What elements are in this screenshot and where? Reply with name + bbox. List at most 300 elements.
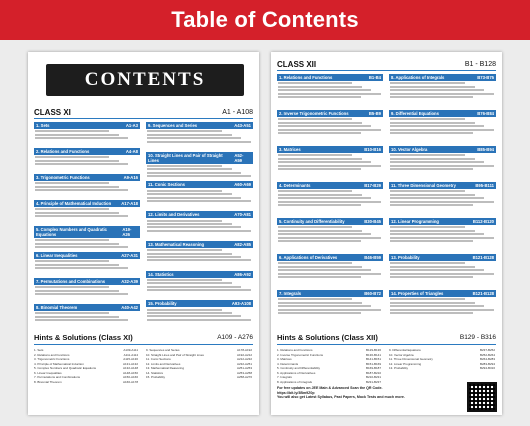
chapter-block — [389, 72, 496, 108]
chapter-pages: A70-A81 — [234, 212, 251, 218]
topic-line — [390, 122, 475, 124]
chapter-title: 10. Straight Lines and Pair of Straight Lines — [148, 152, 223, 163]
topic-line — [35, 243, 119, 245]
chapter-title: 1. Relations and Functions — [279, 75, 333, 80]
topic-line — [390, 161, 484, 163]
topic-line — [278, 230, 362, 232]
hint-chapter: 15. Probability — [146, 375, 166, 379]
topic-line — [390, 168, 473, 170]
chapter-pages: A4-A8 — [125, 149, 138, 154]
hint-chapter: 2. Inverse Trigonometric Functions — [277, 352, 324, 357]
chapter-pages: B121-B128 — [472, 255, 494, 260]
chapter-header[interactable] — [277, 254, 383, 261]
topic-line — [35, 239, 109, 241]
chapter-header[interactable] — [34, 304, 140, 311]
chapter-pages: B5-B9 — [368, 111, 381, 116]
topic-line — [390, 86, 475, 88]
topic-line — [278, 298, 352, 300]
chapter-title: 15. Probability — [148, 301, 177, 307]
chapter-title: 4. Principle of Mathematical Induction — [36, 201, 112, 206]
hint-chapter: 7. Integrals — [277, 375, 292, 379]
chapter-block — [277, 180, 383, 216]
hint-pages: B129-B136 — [365, 348, 381, 352]
class-xii-header — [277, 58, 496, 71]
topic-line — [390, 190, 465, 192]
chapter-header[interactable] — [277, 218, 383, 225]
class-label: CLASS XI — [34, 107, 71, 117]
chapter-pages: A19-A26 — [122, 227, 132, 237]
topic-line — [147, 137, 241, 139]
topic-line — [147, 223, 232, 225]
chapter-block — [146, 179, 253, 209]
right-col-2 — [389, 72, 496, 324]
topic-line — [278, 86, 362, 88]
hint-chapter: 13. Probability — [389, 366, 409, 370]
topic-line — [147, 193, 232, 195]
topic-line — [390, 230, 475, 232]
hint-row[interactable] — [34, 380, 138, 385]
chapter-title: 12. Limits and Derivatives — [148, 212, 200, 218]
topic-line — [390, 240, 473, 242]
hint-pages: A253-A258 — [236, 370, 252, 375]
chapter-title: 7. Integrals — [279, 291, 302, 296]
topic-line — [147, 134, 232, 136]
contents-heading-box — [46, 64, 244, 96]
topic-line — [390, 276, 473, 278]
hint-pages: B187-B210 — [365, 370, 381, 375]
hint-chapter: 3. Matrices — [277, 357, 292, 361]
hints-list-1 — [277, 348, 381, 384]
topic-line — [390, 197, 484, 199]
topic-line — [278, 262, 352, 264]
topic-line — [278, 158, 362, 160]
topic-line — [35, 189, 128, 191]
chapter-header[interactable] — [389, 254, 496, 261]
chapter-pages: B76-B84 — [477, 111, 494, 116]
chapter-pages: A52-A59 — [234, 152, 244, 163]
topic-line — [147, 309, 222, 311]
topic-line — [278, 312, 361, 314]
hint-chapter: 10. Vector Algebra — [389, 352, 414, 357]
topic-line — [278, 266, 362, 268]
topic-line — [278, 194, 362, 196]
topic-line — [147, 175, 251, 177]
topic-line — [147, 286, 241, 288]
hints-title: Hints & Solutions (Class XI) — [34, 333, 133, 342]
qr-note-line-1: For free updates on JEE Main & Advanced Scan the QR Code. — [277, 386, 383, 390]
left-page — [28, 52, 259, 415]
topic-line — [390, 194, 475, 196]
hint-row[interactable] — [277, 380, 381, 385]
class-xi-header — [34, 106, 253, 119]
chapter-pages: A93-A108 — [231, 301, 251, 307]
chapter-title: 12. Linear Programming — [391, 219, 439, 224]
chapter-title: 8. Binomial Theorem — [36, 305, 78, 310]
chapter-block — [277, 288, 383, 324]
chapter-pages: B17-B29 — [364, 183, 381, 188]
topic-line — [147, 197, 241, 199]
hint-pages: A166-A178 — [122, 379, 138, 384]
topic-line — [147, 282, 232, 284]
hint-pages: B141-B151 — [365, 357, 381, 361]
hint-pages: A232-A251 — [236, 361, 252, 366]
topic-line — [278, 82, 352, 84]
topic-line — [147, 172, 241, 174]
chapter-block — [146, 298, 253, 328]
hint-chapter: 10. Straight Lines and Pair of Straight Lines — [146, 352, 204, 357]
hint-pages: B252-B264 — [479, 352, 495, 357]
chapter-title: 8. Applications of Integrals — [391, 75, 445, 80]
chapter-header[interactable] — [389, 110, 496, 117]
topic-line — [278, 276, 361, 278]
topic-line — [147, 226, 241, 228]
hint-chapter: 12. Linear Programming — [389, 361, 422, 366]
topic-line — [35, 319, 128, 321]
topic-line — [278, 237, 381, 239]
topic-line — [278, 269, 371, 271]
chapter-header[interactable] — [389, 74, 496, 81]
chapter-header[interactable] — [146, 241, 253, 248]
topic-line — [278, 129, 381, 131]
hints-pages: A109 - A276 — [217, 334, 253, 341]
topic-line — [147, 130, 222, 132]
chapter-title: 1. Sets — [36, 123, 50, 128]
qr-note-line-3: You will also get Latest Syllabus, Past Papers, Mock Tests and much more. — [277, 395, 405, 400]
chapter-pages: A1-A3 — [125, 123, 138, 128]
topic-line — [278, 226, 352, 228]
chapter-pages: B60-B72 — [364, 291, 381, 296]
topic-line — [35, 137, 128, 139]
hints-rule — [277, 344, 496, 345]
topic-line — [278, 168, 361, 170]
chapter-pages: B46-B59 — [364, 255, 381, 260]
chapter-title: 3. Trigonometric Functions — [36, 175, 90, 180]
topic-line — [278, 233, 371, 235]
chapter-pages: B73-B75 — [477, 75, 494, 80]
chapter-pages: A86-A92 — [234, 271, 251, 277]
hint-pages: A192-A212 — [236, 352, 252, 357]
topic-line — [147, 141, 251, 143]
topic-line — [147, 165, 222, 167]
topic-line — [35, 260, 109, 262]
hint-pages: A115-A130 — [123, 357, 138, 361]
chapter-block — [389, 288, 496, 324]
topic-line — [390, 309, 494, 311]
topic-line — [390, 262, 465, 264]
chapter-pages: B30-B45 — [364, 219, 381, 224]
topic-line — [147, 315, 241, 317]
right-page — [271, 52, 502, 415]
chapter-header[interactable] — [34, 148, 140, 155]
chapter-header[interactable] — [277, 182, 383, 189]
topic-line — [147, 249, 222, 251]
chapter-title: 7. Permutations and Combinations — [36, 279, 106, 284]
right-col-1 — [277, 72, 383, 324]
topic-line — [390, 132, 473, 134]
topic-line — [147, 289, 251, 291]
topic-line — [35, 156, 109, 158]
qr-code-icon[interactable] — [467, 382, 497, 412]
left-col-1 — [34, 120, 140, 328]
chapter-block — [146, 239, 253, 269]
hints-pages: B129 - B316 — [459, 334, 496, 341]
topic-line — [147, 253, 232, 255]
hint-pages: A178-A192 — [236, 348, 252, 352]
hint-chapter: 4. Determinants — [277, 361, 299, 366]
topic-line — [390, 158, 475, 160]
chapter-header[interactable] — [34, 278, 140, 285]
chapter-title: 10. Vector Algebra — [391, 147, 428, 152]
topic-line — [390, 237, 494, 239]
chapter-title: 13. Mathematical Reasoning — [148, 241, 205, 247]
topic-line — [35, 215, 128, 217]
topic-line — [147, 190, 222, 192]
chapter-header[interactable] — [389, 218, 496, 225]
chapter-block — [34, 198, 140, 224]
class-pages: A1 - A108 — [222, 108, 253, 116]
topic-line — [35, 134, 119, 136]
chapter-block — [146, 150, 253, 180]
topic-line — [147, 279, 222, 281]
topic-line — [390, 312, 473, 314]
hint-chapter: 11. Conic Sections — [146, 357, 171, 361]
hint-chapter: 9. Sequences and Series — [146, 348, 180, 352]
chapter-header[interactable] — [389, 290, 496, 297]
chapter-header[interactable] — [146, 152, 253, 164]
hint-row[interactable] — [389, 366, 495, 371]
chapter-header[interactable] — [146, 122, 253, 129]
topic-line — [278, 154, 352, 156]
chapter-block — [277, 108, 383, 144]
topic-line — [390, 233, 484, 235]
chapter-pages: B121-B128 — [472, 291, 494, 296]
chapter-block — [34, 224, 140, 250]
chapter-header[interactable] — [277, 110, 383, 117]
topic-line — [278, 93, 381, 95]
hint-chapter: 4. Principle of Mathematical Induction — [34, 361, 84, 366]
topic-line — [390, 269, 484, 271]
hint-chapter: 9. Differential Equations — [389, 348, 421, 352]
topic-line — [147, 256, 241, 258]
chapter-block — [34, 146, 140, 172]
topic-line — [147, 319, 251, 321]
chapter-block — [146, 209, 253, 239]
chapter-header[interactable] — [277, 290, 383, 297]
chapter-pages: A43-A51 — [234, 123, 251, 128]
topic-line — [35, 316, 119, 318]
left-col-2 — [146, 120, 253, 328]
hint-pages: A148-A150 — [122, 370, 138, 375]
chapter-title: 5. Continuity and Differentiability — [279, 219, 345, 224]
topic-line — [35, 267, 128, 269]
topic-line — [35, 163, 128, 165]
contents-heading: CONTENTS — [84, 69, 206, 90]
chapter-header[interactable] — [34, 122, 140, 129]
chapter-title: 14. Statistics — [148, 271, 174, 277]
chapter-title: 14. Properties of Triangles — [391, 291, 444, 296]
chapter-block — [34, 302, 140, 328]
topic-line — [390, 165, 494, 167]
topic-line — [390, 266, 475, 268]
topic-line — [278, 201, 381, 203]
chapter-title: 5. Complex Numbers and Quadratic Equations — [36, 227, 107, 237]
hint-chapter: 2. Relations and Functions — [34, 352, 70, 357]
topic-line — [278, 118, 352, 120]
chapter-block — [389, 108, 496, 144]
topic-line — [278, 240, 361, 242]
hints-title: Hints & Solutions (Class XII) — [277, 333, 378, 342]
topic-line — [390, 125, 484, 127]
hint-pages: B231-B237 — [365, 379, 381, 384]
topic-line — [390, 204, 473, 206]
chapter-header[interactable] — [34, 200, 140, 207]
chapter-block — [277, 144, 383, 180]
topic-line — [390, 302, 475, 304]
topic-line — [390, 93, 494, 95]
topic-line — [35, 212, 119, 214]
chapter-header[interactable] — [146, 211, 253, 218]
topic-line — [35, 160, 119, 162]
chapter-pages: A32-A39 — [121, 279, 138, 284]
chapter-header[interactable] — [389, 182, 496, 189]
hint-pages: A251-A253 — [236, 366, 252, 370]
hint-pages: A258-A276 — [236, 375, 252, 379]
topic-line — [278, 165, 381, 167]
hint-chapter: 1. Sets — [34, 348, 44, 352]
hint-pages: B283-B294 — [479, 361, 495, 366]
class-label: CLASS XII — [277, 59, 317, 69]
chapter-block — [389, 252, 496, 288]
chapter-header[interactable] — [277, 146, 383, 153]
chapter-block — [389, 180, 496, 216]
hint-pages: B264-B283 — [479, 357, 495, 361]
chapter-header[interactable] — [146, 181, 253, 188]
topic-line — [390, 226, 465, 228]
chapter-header[interactable] — [34, 226, 140, 238]
topic-line — [278, 96, 361, 98]
chapter-title: 2. Inverse Trigonometric Functions — [279, 111, 349, 116]
topic-line — [278, 309, 381, 311]
chapter-pages: A17-A18 — [121, 201, 138, 206]
chapter-header[interactable] — [277, 74, 383, 81]
hint-pages: A132-A148 — [122, 366, 138, 370]
chapter-pages: B95-B111 — [475, 183, 494, 188]
chapter-block — [389, 144, 496, 180]
chapter-title: 9. Sequences and Series — [148, 123, 198, 128]
hint-chapter: 7. Permutations and Combinations — [34, 375, 81, 379]
chapter-pages: B112-B120 — [472, 219, 494, 224]
hint-pages: B210-B231 — [365, 375, 381, 379]
hint-chapter: 13. Mathematical Reasoning — [146, 366, 185, 370]
topic-line — [278, 132, 361, 134]
chapter-title: 13. Probability — [391, 255, 420, 260]
chapter-title: 2. Relations and Functions — [36, 149, 90, 154]
topic-line — [35, 186, 119, 188]
topic-line — [35, 286, 109, 288]
chapter-header[interactable] — [146, 300, 253, 307]
topic-line — [35, 130, 109, 132]
class-pages: B1 - B128 — [464, 60, 496, 68]
topic-line — [278, 125, 371, 127]
topic-line — [147, 230, 251, 232]
topic-line — [390, 82, 465, 84]
chapter-pages: A9-A16 — [123, 175, 138, 180]
topic-line — [35, 264, 119, 266]
topic-line — [390, 273, 494, 275]
chapter-block — [34, 120, 140, 146]
hint-chapter: 5. Complex Numbers and Quadratic Equations — [34, 366, 97, 370]
topic-line — [35, 182, 109, 184]
chapter-pages: A40-A42 — [121, 305, 138, 310]
chapter-block — [277, 72, 383, 108]
hint-pages: B169-B187 — [365, 366, 381, 370]
hint-pages: B151-B169 — [365, 361, 381, 366]
chapter-title: 6. Applications of Derivatives — [279, 255, 338, 260]
topic-line — [390, 129, 494, 131]
chapter-pages: B85-B94 — [477, 147, 494, 152]
topic-line — [278, 302, 362, 304]
chapter-header[interactable] — [146, 271, 253, 278]
topic-line — [390, 154, 465, 156]
topic-line — [278, 273, 381, 275]
chapter-header[interactable] — [389, 146, 496, 153]
topic-line — [147, 312, 232, 314]
chapter-pages: A82-A85 — [234, 241, 251, 247]
hint-chapter: 8. Applications of Integrals — [277, 379, 313, 384]
topic-line — [278, 122, 362, 124]
topic-line — [390, 201, 494, 203]
chapter-header[interactable] — [34, 252, 140, 259]
hints-list-1 — [34, 348, 138, 384]
qr-note-link[interactable]: https://bit.ly/3Bm9Z0p — [277, 390, 315, 395]
chapter-block — [146, 120, 253, 150]
topic-line — [278, 161, 371, 163]
topic-line — [147, 168, 232, 170]
topic-line — [278, 204, 361, 206]
chapter-block — [34, 276, 140, 302]
topic-line — [390, 118, 465, 120]
hint-chapter: 14. Statistics — [146, 370, 164, 375]
hint-chapter: 6. Linear Inequalities — [34, 370, 62, 375]
topic-line — [35, 312, 109, 314]
page-banner — [0, 0, 530, 40]
hint-pages: A131-A132 — [122, 361, 138, 366]
chapter-pages: B1-B4 — [368, 75, 381, 80]
topic-line — [278, 190, 352, 192]
hint-row[interactable] — [146, 375, 252, 380]
chapter-title: 4. Determinants — [279, 183, 311, 188]
chapter-block — [389, 216, 496, 252]
hint-pages: A212-A232 — [236, 357, 252, 361]
hint-chapter: 8. Binomial Theorem — [34, 379, 62, 384]
topic-line — [35, 246, 128, 248]
topic-line — [35, 290, 119, 292]
hint-pages: B237-B252 — [479, 348, 495, 352]
hint-pages: A109-A111 — [123, 348, 138, 352]
chapter-title: 11. Three Dimensional Geometry — [391, 183, 456, 188]
topic-line — [278, 197, 371, 199]
topic-line — [35, 293, 128, 295]
hint-chapter: 12. Limits and Derivatives — [146, 361, 181, 366]
topic-line — [147, 259, 251, 261]
chapter-header[interactable] — [34, 174, 140, 181]
hints-list-2 — [146, 348, 252, 380]
chapter-block — [277, 216, 383, 252]
hint-chapter: 3. Trigonometric Functions — [34, 357, 70, 361]
hints-list-2 — [389, 348, 495, 371]
chapter-block — [146, 269, 253, 299]
chapter-block — [34, 250, 140, 276]
